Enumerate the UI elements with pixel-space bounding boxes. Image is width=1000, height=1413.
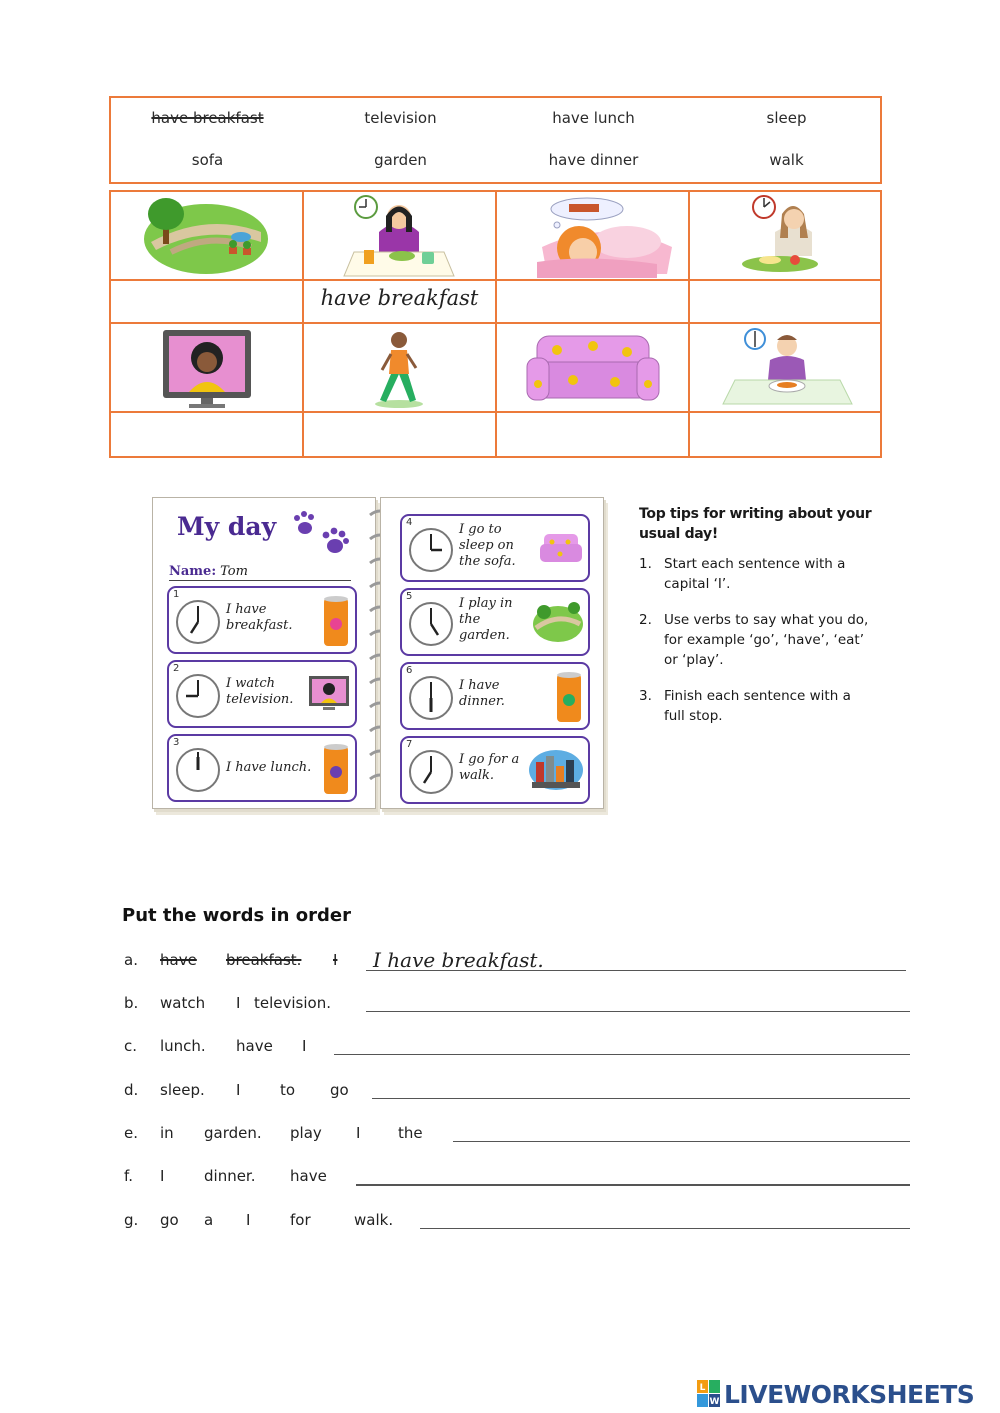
scrambled-word: breakfast.: [226, 951, 302, 969]
notebook-left-page: [152, 497, 376, 809]
tips-title: Top tips for writing about your usual day!: [639, 506, 872, 542]
tip-text: Start each sentence with a capital ‘I’.: [664, 556, 846, 592]
entry-number: 4: [406, 517, 413, 528]
row-letter: c.: [124, 1037, 138, 1055]
scrambled-word: sleep.: [160, 1081, 205, 1099]
picture-cell-garden: [111, 192, 304, 281]
scrambled-word: I: [333, 951, 338, 969]
answer-line-a[interactable]: [366, 970, 906, 971]
scrambled-word: go: [160, 1211, 179, 1229]
answer-cell-sleep[interactable]: [497, 281, 690, 324]
scrambled-word: in: [160, 1124, 174, 1142]
television-picture: [111, 324, 301, 411]
answer-cell-have-dinner[interactable]: [690, 413, 882, 458]
word-have-dinner: have dinner: [548, 151, 639, 169]
answer-line-d[interactable]: [372, 1098, 910, 1099]
scrambled-word: for: [290, 1211, 311, 1229]
tin-can-icon: [321, 594, 351, 650]
tip-text: Use verbs to say what you do, for example ‘go’, ‘have’, ‘eat’ or ‘play’.: [664, 612, 869, 668]
clock-icon: [408, 749, 454, 795]
student-name-line: [169, 564, 351, 581]
scrambled-word: I: [302, 1037, 307, 1055]
tip-number: 3.: [639, 688, 652, 704]
row-letter: b.: [124, 994, 139, 1012]
scrambled-word: I: [236, 1081, 241, 1099]
entry-text: I play in the garden.: [459, 596, 513, 643]
picture-cell-have-breakfast: [304, 192, 497, 281]
scrambled-word: go: [330, 1081, 349, 1099]
answer-cell-garden[interactable]: [111, 281, 304, 324]
clock-icon: [175, 599, 221, 645]
diary-entry-7: [400, 736, 590, 804]
sleep-picture: [497, 192, 687, 279]
scrambled-word: I: [236, 994, 241, 1012]
notebook-title: My day: [177, 512, 277, 541]
scrambled-word: I: [246, 1211, 251, 1229]
name-label: Name:: [169, 564, 217, 579]
row-letter: f.: [124, 1167, 133, 1185]
entry-text: I have breakfast.: [226, 602, 293, 633]
entry-text: I watch television.: [226, 676, 294, 707]
logo-letter: W: [709, 1397, 720, 1407]
entry-number: 1: [173, 589, 180, 600]
entry-number: 3: [173, 737, 180, 748]
answer-cell-walk[interactable]: [304, 413, 497, 458]
scrambled-word: play: [290, 1124, 322, 1142]
answer-cell-television[interactable]: [111, 413, 304, 458]
word-sofa: sofa: [191, 151, 224, 169]
name-value: Tom: [220, 564, 248, 579]
clock-icon: [408, 675, 454, 721]
word-have-lunch: have lunch: [552, 109, 635, 127]
scrambled-word: to: [280, 1081, 296, 1099]
entry-number: 2: [173, 663, 180, 674]
clock-icon: [175, 747, 221, 793]
word-bank: [109, 96, 882, 184]
diary-entry-6: [400, 662, 590, 730]
scrambled-word: dinner.: [204, 1167, 256, 1185]
tip-number: 2.: [639, 612, 652, 628]
scrambled-word: walk.: [354, 1211, 394, 1229]
row-letter: e.: [124, 1124, 138, 1142]
entry-text: I have lunch.: [226, 760, 312, 775]
clock-icon: [408, 527, 454, 573]
my-day-notebook: [152, 497, 608, 823]
picture-cell-walk: [304, 324, 497, 413]
diary-entry-4: [400, 514, 590, 582]
entry-text: I go for a walk.: [459, 752, 520, 783]
walk-picture: [304, 324, 494, 411]
entry-text: I have dinner.: [459, 678, 505, 709]
city-icon: [528, 748, 584, 792]
sofa-picture: [497, 324, 687, 411]
tin-can-icon: [554, 670, 584, 726]
tip-text: Finish each sentence with a full stop.: [664, 688, 851, 724]
diary-entry-5: [400, 588, 590, 656]
writing-tips: [639, 504, 873, 726]
scrambled-word: the: [398, 1124, 423, 1142]
scrambled-word: have: [236, 1037, 273, 1055]
tip-item: [639, 686, 873, 726]
have-lunch-picture: [690, 192, 880, 279]
picture-cell-have-lunch: [690, 192, 882, 281]
row-letter: a.: [124, 951, 138, 969]
exercise-title: Put the words in order: [122, 905, 351, 926]
scrambled-word: a: [204, 1211, 214, 1229]
word-walk: walk: [769, 151, 804, 169]
picture-cell-sofa: [497, 324, 690, 413]
clock-icon: [175, 673, 221, 719]
sofa-icon: [538, 532, 584, 566]
row-letter: d.: [124, 1081, 139, 1099]
answer-line-c[interactable]: [334, 1054, 910, 1055]
word-garden: garden: [374, 151, 427, 169]
answer-line-e[interactable]: [453, 1141, 910, 1142]
television-icon: [307, 674, 351, 714]
entry-number: 6: [406, 665, 413, 676]
scrambled-word: have: [290, 1167, 327, 1185]
liveworksheets-brand: LIVEWORKSHEETS: [724, 1380, 975, 1409]
logo-letter: L: [699, 1383, 706, 1393]
tin-can-icon: [321, 742, 351, 798]
paw-prints-icon: [289, 510, 359, 560]
entry-text: I go to sleep on the sofa.: [459, 522, 516, 569]
scrambled-word: I: [356, 1124, 361, 1142]
word-sleep: sleep: [766, 109, 807, 127]
word-have-breakfast: have breakfast: [151, 109, 264, 127]
answer-line-b[interactable]: [366, 1011, 910, 1012]
tip-item: [639, 610, 873, 670]
scrambled-word: have: [160, 951, 197, 969]
answer-cell-have-lunch[interactable]: [690, 281, 882, 324]
clock-icon: [408, 601, 454, 647]
answer-cell-sofa[interactable]: [497, 413, 690, 458]
garden-picture: [111, 192, 301, 279]
tip-item: [639, 554, 873, 594]
answer-text: have breakfast: [320, 286, 479, 310]
answer-line-f[interactable]: [356, 1184, 910, 1186]
scrambled-word: watch: [160, 994, 206, 1012]
picture-cell-sleep: [497, 192, 690, 281]
entry-number: 5: [406, 591, 413, 602]
row-letter: g.: [124, 1211, 139, 1229]
tip-number: 1.: [639, 556, 652, 572]
liveworksheets-logo-icon: [697, 1380, 721, 1408]
garden-icon: [532, 598, 584, 644]
scrambled-word: lunch.: [160, 1037, 206, 1055]
answer-cell-have-breakfast[interactable]: [304, 281, 497, 324]
have-dinner-picture: [690, 324, 880, 411]
entry-number: 7: [406, 739, 413, 750]
diary-entry-3: [167, 734, 357, 802]
scrambled-word: garden.: [204, 1124, 262, 1142]
diary-entry-1: [167, 586, 357, 654]
have-breakfast-picture: [304, 192, 494, 279]
answer-line-g[interactable]: [420, 1228, 910, 1229]
picture-grid: [109, 190, 882, 458]
scrambled-word: television.: [254, 994, 331, 1012]
picture-cell-television: [111, 324, 304, 413]
diary-entry-2: [167, 660, 357, 728]
scrambled-word: I: [160, 1167, 165, 1185]
picture-cell-have-dinner: [690, 324, 882, 413]
notebook-right-page: [380, 497, 604, 809]
answer-a-text: I have breakfast.: [373, 948, 544, 972]
word-television: television: [364, 109, 437, 127]
